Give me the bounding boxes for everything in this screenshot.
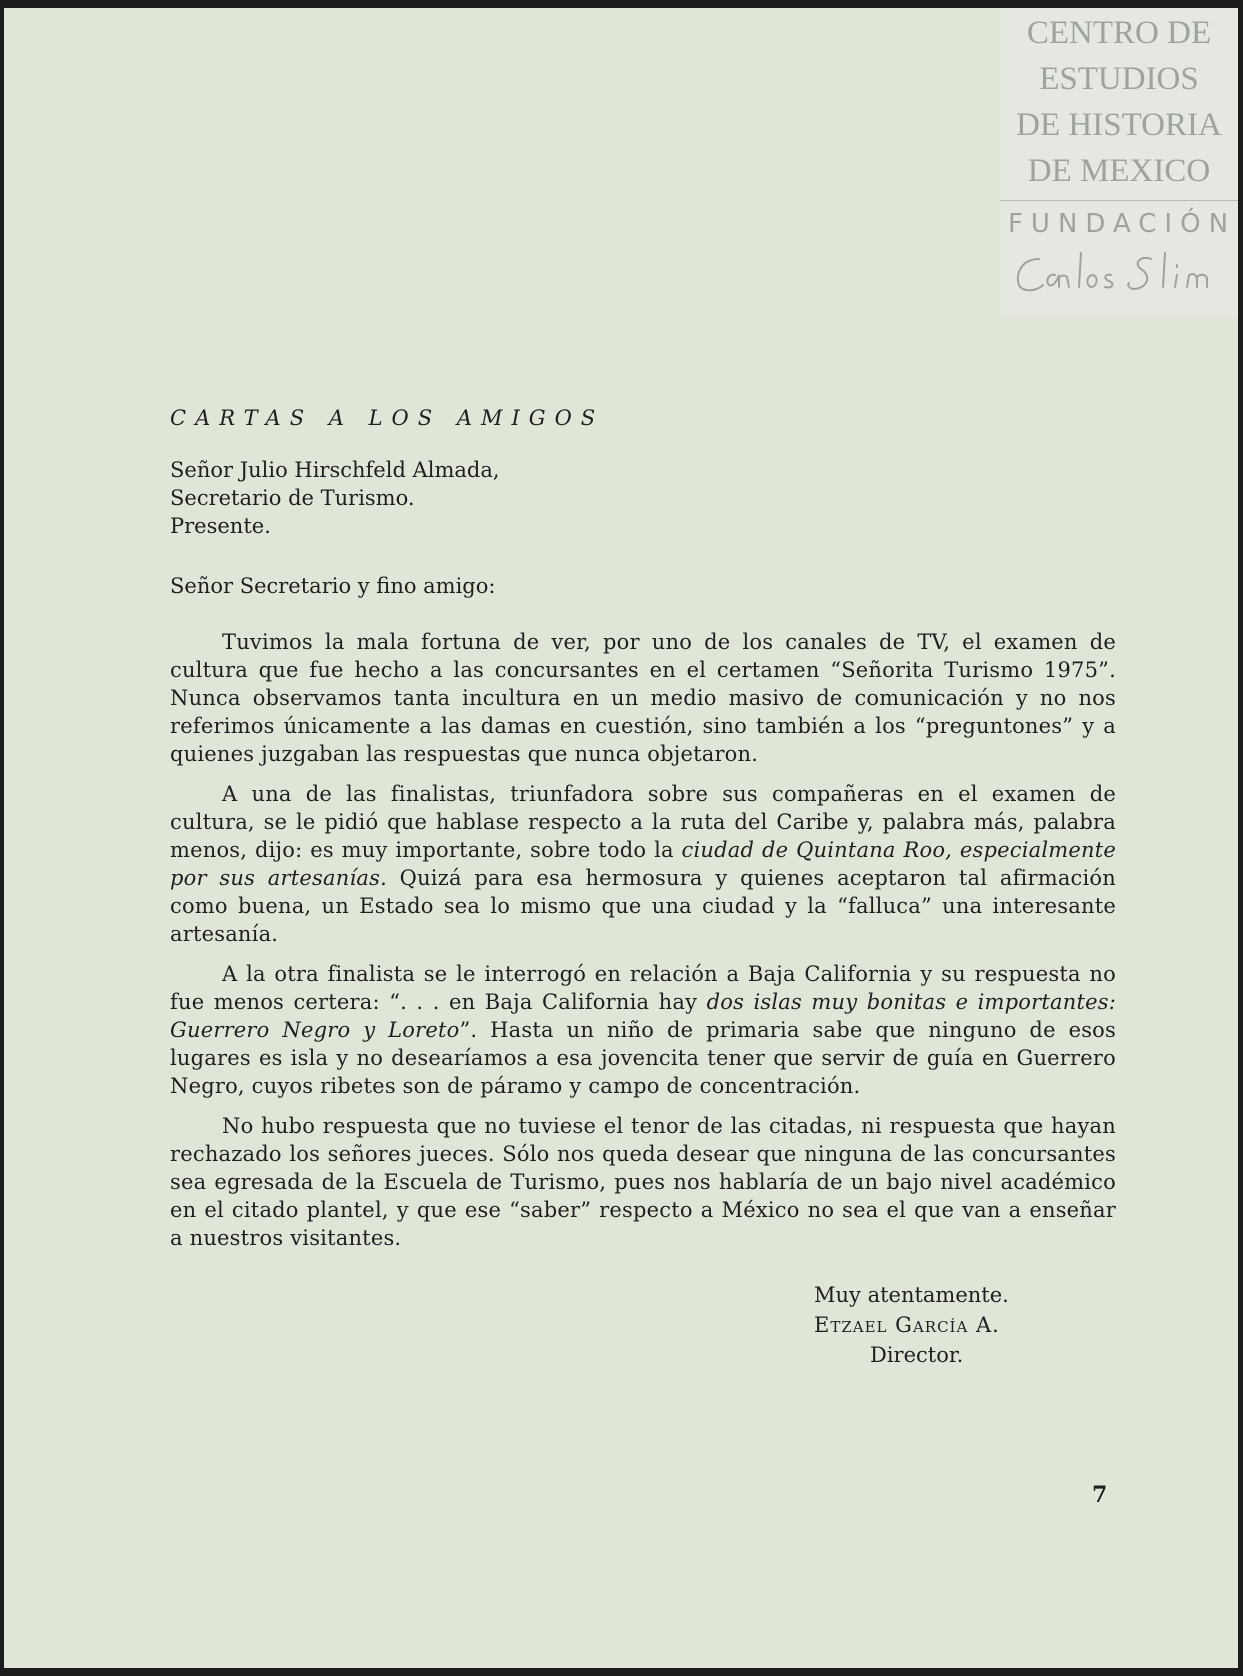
- addressee-line: Señor Julio Hirschfeld Almada,: [170, 458, 500, 482]
- addressee-line: Secretario de Turismo.: [170, 486, 415, 510]
- addressee-block: [170, 456, 1116, 540]
- paragraph-3-text-end: ”. Hasta un niño de primaria sabe que ninguno de esos lugares es isla y no desearíamos a esa jovencita tener que servir de guía en Guerrero Negro, cuyos ribetes son de páramo y campo de concentración.: [170, 1018, 1116, 1098]
- signer-name: Etzael García A.: [814, 1313, 1000, 1337]
- paragraph-2: [170, 780, 1116, 948]
- paragraph-2-text: A una de las finalistas, triunfadora sobre sus compañeras en el examen de cultura, se le pidió que hablase respecto a la ruta del Caribe y, palabra más, palabra menos, dijo: es muy importante, sobre todo la: [170, 782, 1116, 862]
- paragraph-3-emphasis: dos islas muy bonitas e importantes: Guerrero Negro y Loreto: [170, 990, 1116, 1042]
- watermark-line: DE MEXICO: [1027, 153, 1211, 189]
- watermark-foundation: FUNDACIÓN: [1007, 209, 1237, 239]
- watermark: [1000, 8, 1238, 318]
- watermark-line: CENTRO DE: [1026, 15, 1212, 51]
- salutation: Señor Secretario y fino amigo:: [170, 574, 496, 598]
- letter-body: [170, 404, 1116, 1370]
- paragraph-2-text-end: Quizá para esa hermosura y quienes aceptaron tal afirmación como buena, un Estado sea lo mismo que una ciudad y la “falluca” una interesante artesanía.: [170, 866, 1116, 946]
- paragraph-3-text: A la otra finalista se le interrogó en relación a Baja California y su respuesta no fue menos certera: “. . . en Baja California hay: [170, 962, 1116, 1014]
- closing: Muy atentamente.: [814, 1283, 1009, 1307]
- paragraph-2-emphasis: ciudad de Quintana Roo, especialmente por sus artesanías.: [170, 838, 1116, 890]
- paragraph-1: Tuvimos la mala fortuna de ver, por uno de los canales de TV, el examen de cultura que fue hecho a las concursantes en el certamen “Señorita Turismo 1975”. Nunca observamos tanta incultura en un medio masivo de comunicación y no nos referimos únicamente a las damas en cuestión, sino también a los “preguntones” y a quienes juzgaban las respuestas que nunca objetaron.: [170, 630, 1116, 766]
- addressee-line: Presente.: [170, 514, 271, 538]
- signature-logo: [1009, 245, 1229, 301]
- signoff-block: [814, 1280, 1116, 1370]
- paragraph-3: [170, 960, 1116, 1100]
- paragraph-4: No hubo respuesta que no tuviese el tenor de las citadas, ni respuesta que hayan rechazado los señores jueces. Sólo nos queda desear que ninguna de las concursantes sea egresada de la Escuela de Turismo, pues nos hablaría de un bajo nivel académico en el citado plantel, y que ese “saber” respecto a México no sea el que van a enseñar a nuestros visitantes.: [170, 1114, 1116, 1250]
- watermark-line: ESTUDIOS: [1039, 61, 1199, 97]
- page-number: 7: [1092, 1482, 1108, 1508]
- signer-title: Director.: [870, 1343, 964, 1367]
- watermark-divider: [1000, 200, 1238, 201]
- letter-heading: CARTAS A LOS AMIGOS: [170, 406, 605, 430]
- document-page: [4, 8, 1238, 1668]
- watermark-line: DE HISTORIA: [1016, 107, 1222, 143]
